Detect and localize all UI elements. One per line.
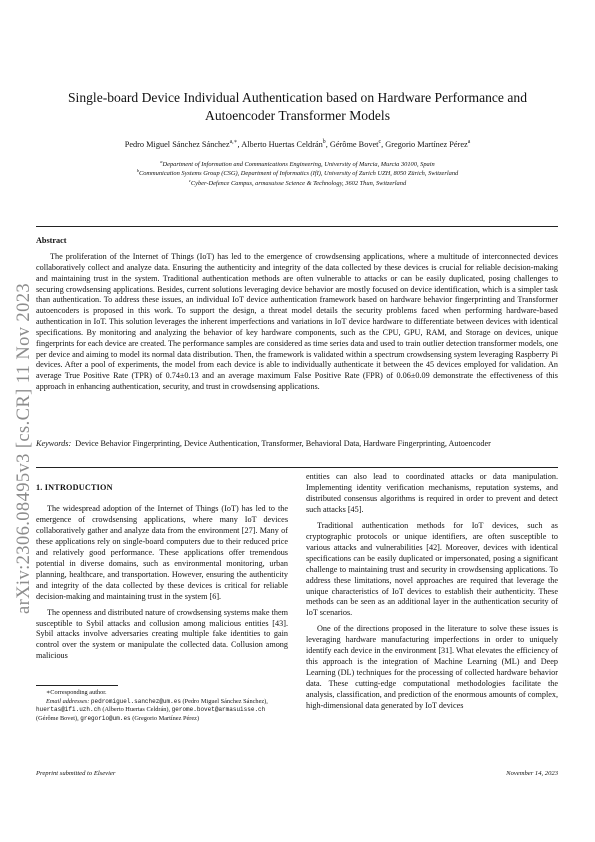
affiliation-text: Cyber-Defence Campus, armasuisse Science & Technology, 3602 Thun, Switzerland — [190, 179, 407, 187]
author-name: Gérôme Bovet — [329, 140, 379, 149]
right-column — [306, 472, 558, 717]
left-column — [36, 504, 288, 667]
author-name: Pedro Miguel Sánchez Sánchez — [124, 140, 230, 149]
author-affiliation-mark: b — [322, 139, 326, 146]
affiliation-mark: a — [160, 158, 163, 164]
paper-title-line-2: Autoencoder Transformer Models — [205, 108, 390, 123]
footnote-corresponding-author: ∗Corresponding author. — [46, 689, 107, 696]
affiliation-item — [40, 179, 555, 188]
abstract-bottom-rule — [36, 467, 558, 468]
author-affiliation-mark: a — [467, 139, 471, 146]
arxiv-identifier-text: arXiv:2306.08495v3 [cs.CR] 11 Nov 2023 — [14, 282, 35, 614]
affiliation-mark: b — [136, 168, 139, 174]
email-owner: (Alberto Huertas Celdrán), — [102, 706, 171, 714]
affiliation-text: Department of Information and Communications Engineering, University of Murcia, Murcia 30100, Spain — [162, 161, 435, 168]
section-heading-introduction: 1. INTRODUCTION — [36, 483, 113, 492]
footer-preprint-note: Preprint submitted to Elsevier — [36, 770, 116, 777]
body-paragraph: The openness and distributed nature of crowdsensing systems make them susceptible to Sybil attacks and collusion among malicious entities [43]. Sybil attacks involve adversaries creating multiple fake identities to gain control over the system or manipulate the collected data. Collusion among malicious — [36, 607, 288, 661]
footnotes — [36, 689, 288, 723]
abstract-top-rule — [36, 226, 558, 227]
email-owner: (Gregorio Martínez Pérez) — [132, 714, 200, 722]
footnote-email-label: Email addresses: — [46, 697, 90, 705]
affiliation-item — [40, 169, 555, 178]
author-name: Gregorio Martínez Pérez — [385, 140, 468, 149]
email-owner: (Pedro Miguel Sánchez Sánchez), — [182, 697, 268, 705]
body-paragraph: Traditional authentication methods for IoT devices, such as cryptographic protocols or unique identifiers, are often susceptible to various attacks and vulnerabilities [42]. Moreover, devices with identical specifications can be easily duplicated or impersonated, posing a significant challenge to maintaining trust and security in crowdsensing applications. To address these limitations, novel approaches are required that leverage the unique characteristics of IoT devices to establish their authenticity. These methods can be seen as an additional layer in the authentication security of IoT scenarios. — [306, 520, 558, 618]
email-link[interactable]: pedromiguel.sanchez@um.es — [90, 697, 181, 705]
email-link[interactable]: gregorio@um.es — [80, 714, 131, 722]
author-affiliation-mark: a,∗ — [229, 139, 238, 146]
affiliation-mark: c — [188, 177, 191, 183]
keywords-text: Device Behavior Fingerprinting, Device Authentication, Transformer, Behavioral Data, Hardware Fingerprinting, Autoencoder — [75, 439, 491, 448]
author-list: Pedro Miguel Sánchez Sánchez$^{a,∗}$, Alberto Huertas Celdrán$^b$, Gérôme Bovet$^c$, Gregorio Martínez Pérez$^a$ — [124, 139, 471, 149]
abstract-text: The proliferation of the Internet of Things (IoT) has led to the emergence of crowdsensing applications, where a multitude of interconnected devices collaboratively collect and analyze data. Ensuring the authenticity and integrity of the data collected by these devices is crucial for reliable decision-making and maintaining trust in the system. Traditional authentication methods are often vulnerable to attacks or can be easily duplicated, posing challenges to securing crowdsensing applications. Besides, current solutions leveraging device behavior are mostly focused on device identification, which is a simpler task than authentication. To address these issues, an individual IoT device authentication framework based on hardware behavior fingerprinting and Transformer autoencoders is proposed in this work. To support the design, a threat model details the security problems faced when performing hardware-based authentication in IoT. This solution leverages the inherent imperfections and variations in IoT device hardware to differentiate between devices with identical specifications. By monitoring and analyzing the behavior of key hardware components, such as the CPU, GPU, RAM, and Storage on devices, unique fingerprints for each device are created. The performance samples are considered as time series data and used to train outlier detection transformer models, one per device and aiming to model its normal data distribution. Then, the framework is validated within a spectrum crowdsensing system leveraging Raspberry Pi devices. After a pool of experiments, the model from each device is able to individually authenticate it between the 45 devices employed for validation. An average True Positive Rate (TPR) of 0.74±0.13 and an average maximum False Positive Rate (FPR) of 0.06±0.09 demonstrate the effectiveness of this approach in enhancing authentication, security, and trust in crowdsensing applications. — [36, 252, 558, 392]
footnote-rule — [36, 685, 118, 686]
arxiv-identifier-stamp — [12, 258, 38, 638]
email-owner: (Gérôme Bovet), — [36, 714, 79, 722]
abstract-heading: Abstract — [36, 236, 67, 245]
body-paragraph: The widespread adoption of the Internet of Things (IoT) has led to the emergence of crowdsensing applications, where many IoT devices collaboratively gather and analyze data from the environment [27]. Many of these applications rely on single-board computers due to their reduced price and relatively good performance. These applications offer tremendous potential in diverse domains, such as environmental monitoring, urban planning, healthcare, and transportation. However, ensuring the authenticity and integrity of the data collected by these devices is critical for reliable decision-making and maintaining trust in the system [6]. — [36, 504, 288, 601]
paper-title — [40, 89, 555, 125]
keywords-label: Keywords: — [36, 439, 72, 448]
footnote-emails — [36, 698, 288, 724]
body-paragraph: One of the directions proposed in the literature to solve these issues is leveraging hardware manufacturing imperfections in order to uniquely identify each device in the environment [31]. What elevates the efficiency of this approach is the integration of Machine Learning (ML) and Deep Learning (DL) techniques for the processing of collected hardware behavior data. These cutting-edge computational methodologies facilitate the analysis, classification, and prediction of the enormous amounts of complex, high-dimensional data generated by IoT devices — [306, 624, 558, 711]
affiliation-item — [40, 160, 555, 169]
email-link[interactable]: gerome.bovet@armasuisse.ch — [171, 706, 266, 714]
author-name: Alberto Huertas Celdrán — [241, 140, 323, 149]
author-affiliation-mark: c — [378, 139, 382, 146]
email-link[interactable]: huertas@ifi.uzh.ch — [36, 706, 101, 714]
keywords — [36, 438, 558, 450]
paper-title-line-1: Single-board Device Individual Authentication based on Hardware Performance and — [67, 90, 527, 105]
affiliation-list — [40, 160, 555, 188]
affiliation-text: Communication Systems Group (CSG), Department of Informatics (IfI), University of Zurich UZH, 8050 Zürich, Switzerland — [138, 170, 459, 178]
body-paragraph-continued: entities can also lead to coordinated attacks or data manipulation. Implementing identity verification mechanisms, reputation systems, and distributed consensus algorithms is required in order to prevent and detect such attacks [45]. — [306, 472, 558, 514]
footer-date: November 14, 2023 — [506, 770, 558, 777]
